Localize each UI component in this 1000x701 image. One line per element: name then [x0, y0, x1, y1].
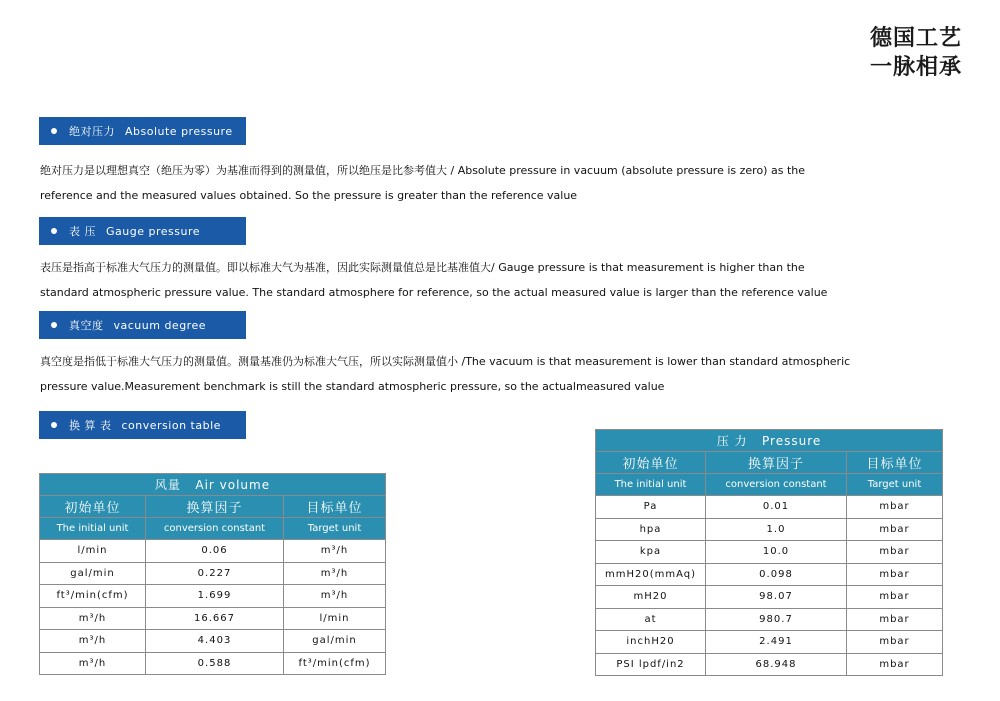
table-row	[596, 653, 943, 676]
paragraph-line: standard atmospheric pressure value. The standard atmosphere for reference, so the actual measured value is larger than the reference value	[40, 286, 828, 299]
bullet-icon	[51, 228, 57, 234]
paragraph-line: 绝对压力是以理想真空（绝压为零）为基准而得到的测量值，所以绝压是比参考值大 / Absolute pressure in vacuum (absolute pressure is zero) as the	[40, 164, 805, 177]
section-title-cn: 换 算 表	[69, 419, 112, 432]
subheader-cell: Target unit	[847, 474, 943, 496]
table-cell: m³/h	[40, 630, 146, 653]
table-cell: Pa	[596, 496, 706, 519]
header-cell: 目标单位	[847, 452, 943, 474]
table-cell: ft³/min(cfm)	[284, 652, 386, 675]
table-cell: hpa	[596, 518, 706, 541]
table-row	[596, 541, 943, 564]
table-header-row	[596, 452, 943, 474]
subheader-cell: The initial unit	[596, 474, 706, 496]
table-cell: 0.01	[706, 496, 847, 519]
bullet-icon	[51, 128, 57, 134]
subheader-cell: conversion constant	[146, 518, 284, 540]
header-cell: 换算因子	[146, 496, 284, 518]
table-cell: 2.491	[706, 631, 847, 654]
paragraph-line: reference and the measured values obtained. So the pressure is greater than the reference value	[40, 189, 578, 202]
table-cell: 980.7	[706, 608, 847, 631]
table-subheader-row	[40, 518, 386, 540]
table-title	[596, 430, 943, 452]
table-title	[40, 474, 386, 496]
table-row	[40, 562, 386, 585]
table-cell: kpa	[596, 541, 706, 564]
section-title-cn: 绝对压力	[69, 125, 115, 138]
table-row	[40, 540, 386, 563]
header-cell: 初始单位	[40, 496, 146, 518]
table-row	[40, 652, 386, 675]
table-row	[596, 608, 943, 631]
paragraph-line: pressure value.Measurement benchmark is still the standard atmospheric pressure, so the actualmeasured value	[40, 380, 665, 393]
table-cell: 16.667	[146, 607, 284, 630]
header-cell: 目标单位	[284, 496, 386, 518]
table-cell: 68.948	[706, 653, 847, 676]
paragraph-gauge-pressure	[40, 255, 960, 305]
table-cell: mmH20(mmAq)	[596, 563, 706, 586]
brand-line-2: 一脉相承	[869, 55, 962, 80]
table-row	[596, 631, 943, 654]
table-cell: gal/min	[284, 630, 386, 653]
table-title-row	[596, 430, 943, 452]
table-cell: m³/h	[40, 652, 146, 675]
section-title-en: conversion table	[121, 418, 221, 432]
brand-slogan	[870, 24, 962, 82]
section-title-en: vacuum degree	[113, 318, 207, 332]
table-title-en: Air volume	[195, 478, 271, 492]
paragraph-line: 表压是指高于标准大气压力的测量值。即以标准大气为基准，因此实际测量值总是比基准值大/ Gauge pressure is that measurement is higher than the	[40, 261, 805, 274]
table-cell: mbar	[847, 608, 943, 631]
table-cell: mH20	[596, 586, 706, 609]
table-title-cn: 风量	[154, 478, 181, 492]
brand-line-1: 德国工艺	[869, 26, 962, 51]
table-cell: gal/min	[40, 562, 146, 585]
table-cell: m³/h	[284, 562, 386, 585]
table-title-en: Pressure	[762, 434, 822, 448]
table-row	[596, 563, 943, 586]
table-cell: m³/h	[284, 585, 386, 608]
table-cell: 10.0	[706, 541, 847, 564]
paragraph-line: 真空度是指低于标准大气压力的测量值。测量基准仍为标准大气压，所以实际测量值小 /The vacuum is that measurement is lower than standard atmospheric	[40, 355, 851, 368]
table-cell: inchH20	[596, 631, 706, 654]
subheader-cell: The initial unit	[40, 518, 146, 540]
table-cell: 4.403	[146, 630, 284, 653]
header-cell: 初始单位	[596, 452, 706, 474]
bullet-icon	[51, 422, 57, 428]
paragraph-absolute-pressure	[40, 158, 960, 208]
section-title-en: Absolute pressure	[125, 124, 233, 138]
paragraph-vacuum-degree	[40, 349, 960, 399]
table-title-cn: 压 力	[716, 434, 748, 448]
table-cell: mbar	[847, 496, 943, 519]
section-header-vacuum-degree	[39, 311, 246, 339]
section-title-cn: 表 压	[69, 225, 96, 238]
section-header-absolute-pressure	[39, 117, 246, 145]
table-cell: 1.0	[706, 518, 847, 541]
table-row	[596, 586, 943, 609]
section-header-conversion-table	[39, 411, 246, 439]
table-title-row	[40, 474, 386, 496]
table-cell: m³/h	[284, 540, 386, 563]
table-cell: mbar	[847, 653, 943, 676]
table-cell: mbar	[847, 541, 943, 564]
table-subheader-row	[596, 474, 943, 496]
section-title-cn: 真空度	[69, 319, 104, 332]
subheader-cell: Target unit	[284, 518, 386, 540]
table-cell: 1.699	[146, 585, 284, 608]
table-cell: mbar	[847, 518, 943, 541]
table-cell: mbar	[847, 586, 943, 609]
pressure-table	[595, 429, 943, 676]
table-cell: 98.07	[706, 586, 847, 609]
table-cell: m³/h	[40, 607, 146, 630]
section-title-en: Gauge pressure	[106, 224, 200, 238]
subheader-cell: conversion constant	[706, 474, 847, 496]
table-cell: ft³/min(cfm)	[40, 585, 146, 608]
section-header-gauge-pressure	[39, 217, 246, 245]
table-row	[40, 630, 386, 653]
table-cell: l/min	[40, 540, 146, 563]
table-row	[40, 607, 386, 630]
table-cell: PSI lpdf/in2	[596, 653, 706, 676]
table-header-row	[40, 496, 386, 518]
table-cell: 0.098	[706, 563, 847, 586]
table-cell: 0.227	[146, 562, 284, 585]
table-cell: mbar	[847, 563, 943, 586]
air-volume-table	[39, 473, 386, 675]
table-cell: mbar	[847, 631, 943, 654]
table-cell: 0.588	[146, 652, 284, 675]
table-row	[596, 518, 943, 541]
table-cell: 0.06	[146, 540, 284, 563]
table-cell: l/min	[284, 607, 386, 630]
bullet-icon	[51, 322, 57, 328]
table-row	[596, 496, 943, 519]
table-cell: at	[596, 608, 706, 631]
table-row	[40, 585, 386, 608]
header-cell: 换算因子	[706, 452, 847, 474]
